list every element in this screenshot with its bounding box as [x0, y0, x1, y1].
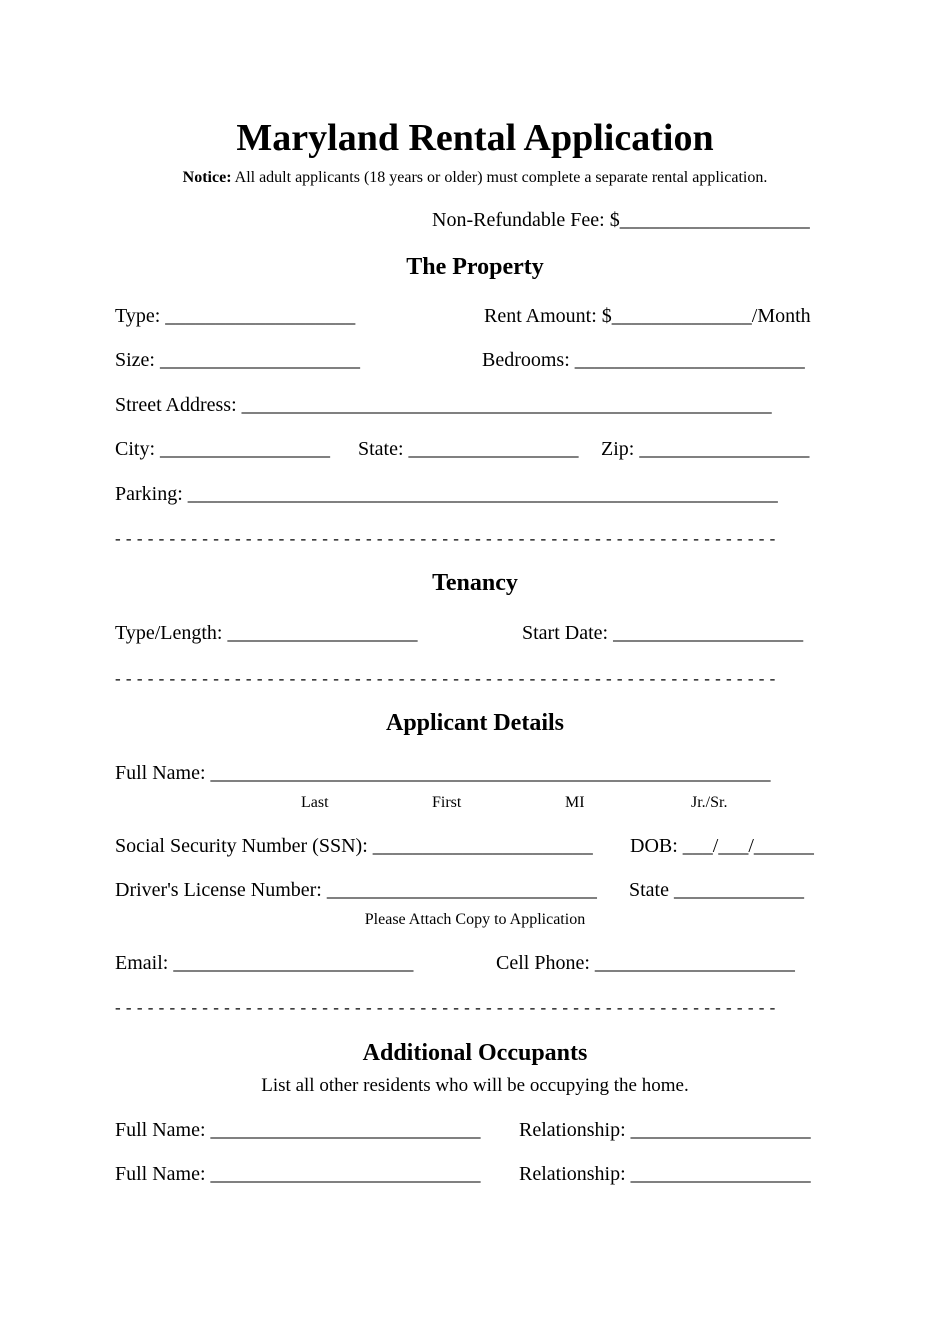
fee-field[interactable]: Non-Refundable Fee: $___________________ [432, 209, 810, 231]
page-title: Maryland Rental Application [236, 117, 714, 159]
city-field[interactable]: City: _________________ [115, 438, 331, 460]
name-part-last: Last [301, 794, 329, 811]
occupant-relationship-field[interactable]: Relationship: __________________ [519, 1119, 811, 1141]
street-address-field[interactable]: Street Address: _____________________________________________________ [115, 394, 772, 416]
occupant-name-field[interactable]: Full Name: ___________________________ [115, 1119, 481, 1141]
occupant-relationship-field[interactable]: Relationship: __________________ [519, 1163, 811, 1185]
name-part-suffix: Jr./Sr. [691, 794, 728, 811]
name-part-first: First [432, 794, 462, 811]
notice-text: All adult applicants (18 years or older) must complete a separate rental application. [231, 169, 768, 186]
bedrooms-field[interactable]: Bedrooms: _______________________ [482, 349, 805, 371]
zip-field[interactable]: Zip: _________________ [601, 438, 810, 460]
property-heading: The Property [406, 254, 544, 280]
email-field[interactable]: Email: ________________________ [115, 952, 414, 974]
license-state-field[interactable]: State _____________ [629, 879, 804, 901]
occupants-subtitle: List all other residents who will be occupying the home. [261, 1075, 689, 1096]
notice-line [0, 169, 950, 187]
license-number-field[interactable]: Driver's License Number: ___________________________ [115, 879, 597, 901]
state-field[interactable]: State: _________________ [358, 438, 579, 460]
cell-phone-field[interactable]: Cell Phone: ____________________ [496, 952, 795, 974]
tenancy-heading: Tenancy [432, 570, 518, 596]
property-size-field[interactable]: Size: ____________________ [115, 349, 360, 371]
type-length-field[interactable]: Type/Length: ___________________ [115, 622, 418, 644]
rent-amount-field[interactable]: Rent Amount: $______________/Month [484, 305, 811, 327]
occupant-name-field[interactable]: Full Name: ___________________________ [115, 1163, 481, 1185]
dob-field[interactable]: DOB: ___/___/______ [630, 835, 814, 857]
property-type-field[interactable]: Type: ___________________ [115, 305, 356, 327]
parking-field[interactable]: Parking: ___________________________________________________________ [115, 483, 778, 505]
section-separator: - - - - - - - - - - - - - - - - - - - - - - - - - - - - - - - - - - - - - - - - - - - - - - - - - - - - - - - - - - - - - [115, 998, 776, 1017]
attach-copy-note: Please Attach Copy to Application [364, 911, 586, 928]
start-date-field[interactable]: Start Date: ___________________ [522, 622, 804, 644]
occupants-heading: Additional Occupants [362, 1040, 588, 1066]
ssn-field[interactable]: Social Security Number (SSN): ______________________ [115, 835, 593, 857]
full-name-field[interactable]: Full Name: ________________________________________________________ [115, 762, 771, 784]
applicant-heading: Applicant Details [385, 710, 564, 736]
name-part-mi: MI [565, 794, 585, 811]
section-separator: - - - - - - - - - - - - - - - - - - - - - - - - - - - - - - - - - - - - - - - - - - - - - - - - - - - - - - - - - - - - - [115, 669, 776, 688]
section-separator: - - - - - - - - - - - - - - - - - - - - - - - - - - - - - - - - - - - - - - - - - - - - - - - - - - - - - - - - - - - - - [115, 529, 776, 548]
notice-label: Notice: [182, 169, 232, 186]
